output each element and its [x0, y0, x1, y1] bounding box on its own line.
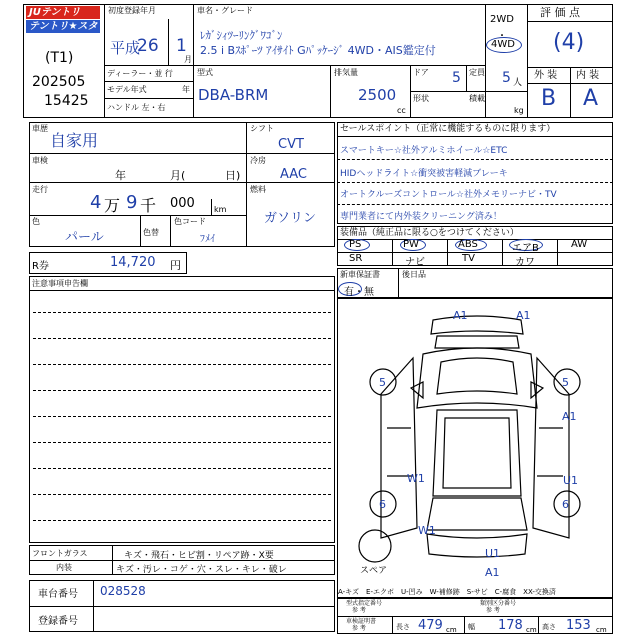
car-outline-diagram	[337, 298, 613, 598]
sales-point-4: 専門業者にて内外装クリーニング済み！	[340, 212, 502, 222]
equip-pw: PW	[403, 239, 419, 250]
chassis-label: 車台番号	[38, 589, 78, 600]
capacity-label: 定員	[469, 68, 485, 77]
height-unit: cm	[596, 626, 607, 634]
damage-wheel-rr: 6	[562, 498, 569, 511]
sales-points-label: セールスポイント（正常に機能するものに限ります）	[340, 124, 556, 134]
damage-wheel-fl: 5	[379, 376, 386, 389]
dealer-label: ディーラー・並 行	[107, 69, 173, 78]
capacity-unit: 人	[513, 78, 523, 88]
inspection-day: 日)	[225, 169, 241, 182]
damage-right-panel: A1	[562, 410, 577, 423]
damage-wheel-rl: 6	[379, 498, 386, 511]
fuel-value: ガソリン	[264, 211, 317, 226]
color-code-value: ﾌﾒｲ	[200, 234, 215, 245]
aircon-value: AAC	[280, 167, 307, 182]
displacement-unit: cc	[397, 106, 406, 115]
length-unit: cm	[446, 626, 457, 634]
mileage-man-unit: 万	[104, 196, 121, 215]
warranty-value: 有・無	[344, 287, 374, 298]
model-name-line1: ﾚｶﾞｼｨﾂｰﾘﾝｸﾞﾜｺﾞﾝ	[200, 29, 283, 42]
color-code-label: 色コード	[174, 217, 206, 226]
front-glass-value: キズ・飛石・ヒビ割・リペア跡・X要	[124, 551, 274, 561]
equip-tv: TV	[462, 253, 475, 264]
damage-left-rear: W1	[418, 524, 436, 537]
front-glass-label: フロントガラス	[32, 549, 88, 558]
usage-label: 車歴	[32, 124, 48, 133]
cert-label: 車検証明書	[346, 618, 377, 625]
height-value: 153	[566, 618, 591, 633]
length-label: 長さ	[396, 623, 410, 631]
sales-point-1: スマートキー☆社外アルミホイール☆ETC	[340, 146, 508, 156]
reg-year: 26	[137, 36, 159, 56]
aircon-label: 冷房	[250, 156, 266, 165]
model-year-unit: 年	[182, 85, 190, 94]
warranty-label: 新車保証書	[340, 270, 380, 279]
shift-value: CVT	[278, 137, 304, 152]
damage-wheel-fr: 5	[562, 376, 569, 389]
reg-era: 平成	[110, 39, 141, 57]
capacity-value: 5	[502, 70, 511, 86]
usage-value: 自家用	[50, 131, 99, 150]
inspection-month: 月(	[170, 169, 186, 182]
cert-ref: 参 考	[352, 625, 366, 632]
length-value: 479	[418, 618, 443, 633]
reg-month: 1	[176, 36, 187, 56]
exterior-value: B	[541, 86, 557, 111]
equip-aw: AW	[571, 239, 588, 250]
exterior-label: 外 装	[534, 70, 558, 81]
height-label: 高さ	[542, 623, 556, 631]
recycle-box	[29, 252, 187, 274]
recycle-unit: 円	[170, 259, 181, 272]
type-label: 型式	[197, 68, 213, 77]
chassis-value: 028528	[100, 584, 146, 598]
model-name-line2: 2.5 i Bｽﾎﾟｰﾂ ｱｲｻｲﾄ Gﾊﾟｯｹｰｼﾞ 4WD・AIS鑑定付	[200, 44, 436, 57]
interior-value: A	[583, 86, 599, 111]
lot-date: 202505	[32, 74, 86, 90]
notice-label: 注意事項申告欄	[32, 279, 88, 288]
damage-rear-bumper: A1	[485, 566, 500, 579]
model-name-label: 車名・グレード	[197, 6, 253, 15]
inner-value: キズ・汚レ・コゲ・穴・スレ・キレ・破レ	[116, 565, 287, 575]
recycle-label: R券	[32, 261, 49, 272]
drive-dot: ・	[497, 31, 507, 42]
shift-label: シフト	[250, 124, 274, 133]
type-value: DBA-BRM	[198, 86, 269, 104]
equip-leather: カワ	[515, 257, 535, 268]
displacement-label: 排気量	[334, 68, 358, 77]
damage-rear-upper: U1	[485, 547, 501, 560]
damage-left-panel: W1	[407, 472, 425, 485]
equip-abs: ABS	[458, 239, 478, 250]
auction-logo-bottom: テントリ★スター	[26, 20, 100, 33]
doors-value: 5	[452, 70, 461, 86]
loading-label: 積載	[469, 94, 485, 103]
registration-label: 登録番号	[38, 616, 78, 627]
equip-navi: ナビ	[405, 257, 425, 268]
drive-4wd: 4WD	[491, 39, 515, 50]
damage-front-right: A1	[516, 309, 531, 322]
inspection-year: 年	[115, 169, 126, 182]
rating-label: 評 価 点	[540, 6, 580, 19]
width-value: 178	[498, 618, 523, 633]
header-block	[23, 4, 613, 118]
mileage-sen-unit: 千	[140, 196, 157, 215]
class-ref-small: 参 考	[486, 607, 500, 614]
reg-label: 初度登録年月	[108, 6, 156, 15]
mileage-label: 走行	[32, 185, 48, 194]
color-value: パール	[65, 230, 104, 245]
damage-front-left: A1	[453, 309, 468, 322]
class-ref-label: 類別区分番号	[480, 600, 517, 607]
after-note-label: 後日品	[402, 270, 426, 279]
type-ref-label: 型式指定番号	[346, 600, 383, 607]
spare-label: スペア	[360, 566, 388, 576]
mileage-man: 4	[90, 192, 102, 213]
inner-label: 内装	[56, 563, 72, 572]
equip-sr: SR	[349, 253, 363, 264]
loading-unit: kg	[514, 106, 524, 115]
sales-point-2: HIDヘッドライト☆衝突被害軽減ブレーキ	[340, 169, 508, 179]
rating-value: (4)	[553, 30, 585, 55]
equip-ps: PS	[349, 239, 362, 250]
reg-month-unit: 月	[184, 55, 192, 64]
color-tone-label: 色替	[143, 228, 159, 237]
equip-airbag: エアB	[512, 243, 539, 254]
damage-legend: A-キズ E-エクボ U-凹み W-補修跡 S-サビ C-腐食 XX-交換済	[338, 588, 556, 596]
sales-point-3: オートクルーズコントロール☆社外メモリーナビ・TV	[340, 190, 557, 200]
type-ref-small: 参 考	[352, 607, 366, 614]
lot-code: (T1)	[45, 50, 74, 66]
auction-logo-top: JUテントリ	[26, 6, 100, 19]
model-year-label: モデル年式	[107, 85, 147, 94]
drive-2wd: 2WD	[490, 14, 514, 25]
handle-label: ハンドル 左・右	[107, 103, 166, 112]
doors-label: ドア	[413, 68, 429, 77]
recycle-value: 14,720	[110, 255, 156, 270]
displacement-value: 2500	[358, 86, 397, 104]
fuel-label: 燃料	[250, 185, 266, 194]
damage-right-rear: U1	[563, 474, 579, 487]
lot-number: 15425	[44, 93, 89, 109]
notice-box	[29, 276, 335, 543]
mileage-unit: km	[214, 205, 227, 214]
color-label: 色	[32, 217, 40, 226]
width-label: 幅	[468, 623, 475, 631]
interior-label: 内 装	[576, 70, 600, 81]
width-unit: cm	[526, 626, 537, 634]
shape-label: 形状	[413, 94, 429, 103]
equipment-label: 装備品（純正品に限る○をつけてください）	[340, 228, 519, 238]
mileage-rest: 000	[170, 196, 195, 211]
inspection-label: 車検	[32, 156, 48, 165]
mileage-sen: 9	[126, 192, 138, 213]
